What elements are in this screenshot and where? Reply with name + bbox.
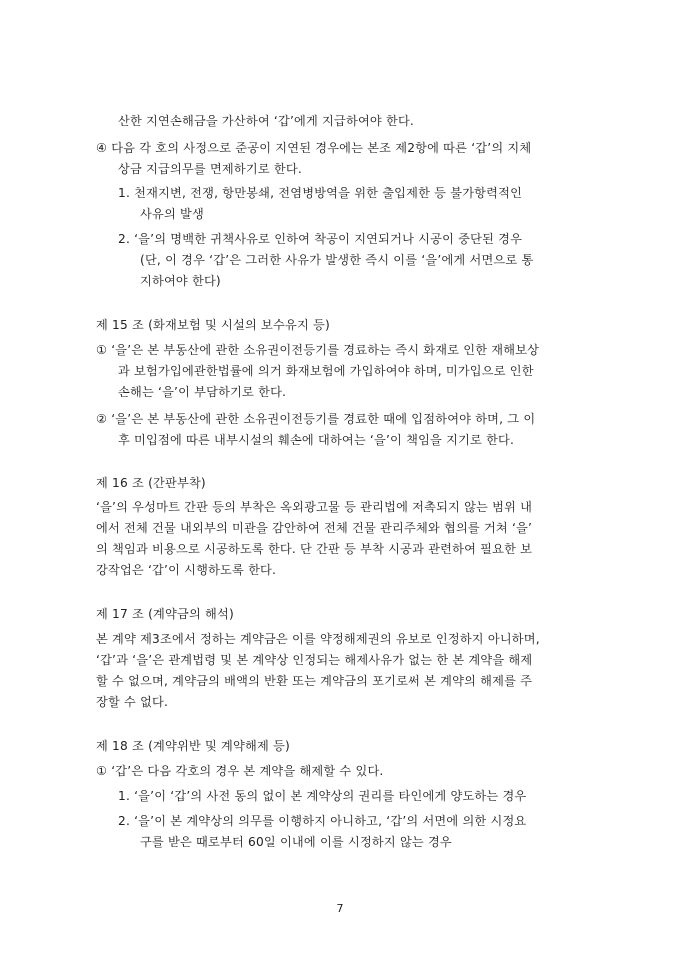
text-line: ‘을’의 우성마트 간판 등의 부착은 옥외광고물 등 관리법에 저촉되지 않는 범위 내 — [96, 500, 533, 514]
text-line: 2. ‘을’이 본 계약상의 의무를 이행하지 아니하고, ‘갑’의 서면에 의한 시정요 — [118, 814, 527, 828]
text-line: 지하여야 한다) — [140, 274, 221, 288]
text-line: 본 계약 제3조에서 정하는 계약금은 이를 약정해제권의 유보로 인정하지 아니하며, — [96, 632, 540, 646]
text-line: 에서 전체 건물 내외부의 미관을 감안하여 전체 건물 관리주체와 협의를 거쳐 ‘을’ — [96, 521, 533, 535]
text-line: 손해는 ‘을’이 부담하기로 한다. — [118, 385, 287, 399]
text-line: 의 책임과 비용으로 시공하도록 한다. 단 간판 등 부착 시공과 관련하여 필요한 보 — [96, 542, 533, 556]
article-heading: 제 16 조 (간판부착) — [96, 476, 206, 490]
text-line: (단, 이 경우 ‘갑’은 그러한 사유가 발생한 즉시 이를 ‘을’에게 서면으로 통 — [140, 253, 534, 267]
text-line: ② ‘을’은 본 부동산에 관한 소유권이전등기를 경료한 때에 입점하여야 하며, 그 이 — [96, 412, 536, 426]
text-line: ‘갑’과 ‘을’은 관계법령 및 본 계약상 인정되는 해제사유가 없는 한 본 계약을 해제 — [96, 653, 533, 667]
article-heading: 제 18 조 (계약위반 및 계약해제 등) — [96, 739, 290, 753]
page-number: 7 — [336, 902, 344, 915]
text-line: 할 수 없으며, 계약금의 배액의 반환 또는 계약금의 포기로써 본 계약의 해제를 주 — [96, 674, 533, 688]
text-line: 구를 받은 때로부터 60일 이내에 이를 시정하지 않는 경우 — [140, 835, 452, 849]
text-line: ① ‘갑’은 다음 각호의 경우 본 계약을 해제할 수 있다. — [96, 764, 384, 778]
article-heading: 제 17 조 (계약금의 해석) — [96, 607, 234, 621]
article-heading: 제 15 조 (화재보험 및 시설의 보수유지 등) — [96, 318, 330, 332]
text-line: 장할 수 없다. — [96, 695, 169, 709]
text-line: ① ‘을’은 본 부동산에 관한 소유권이전등기를 경료하는 즉시 화재로 인한 재해보상 — [96, 343, 540, 357]
text-line: 과 보험가입에관한법률에 의거 화재보험에 가입하여야 하며, 미가입으로 인한 — [118, 364, 534, 378]
text-line: 2. ‘을’의 명백한 귀책사유로 인하여 착공이 지연되거나 시공이 중단된 경우 — [118, 232, 523, 246]
text-line: 상금 지급의무를 면제하기로 한다. — [118, 162, 302, 176]
text-line: 1. ‘을’이 ‘갑’의 사전 동의 없이 본 계약상의 권리를 타인에게 양도하는 경우 — [118, 789, 527, 803]
text-line: ④ 다음 각 호의 사정으로 준공이 지연된 경우에는 본조 제2항에 따른 ‘갑’의 지체 — [96, 141, 532, 155]
text-line: 산한 지연손해금을 가산하여 ‘갑’에게 지급하여야 한다. — [118, 114, 415, 128]
text-line: 1. 천재지변, 전쟁, 항만봉쇄, 전염병방역을 위한 출입제한 등 불가항력적인 — [118, 186, 523, 200]
text-line: 사유의 발생 — [140, 207, 204, 221]
text-line: 후 미입점에 따른 내부시설의 훼손에 대하여는 ‘을’이 책임을 지기로 한다. — [118, 433, 515, 447]
text-line: 강작업은 ‘갑’이 시행하도록 한다. — [96, 563, 277, 577]
